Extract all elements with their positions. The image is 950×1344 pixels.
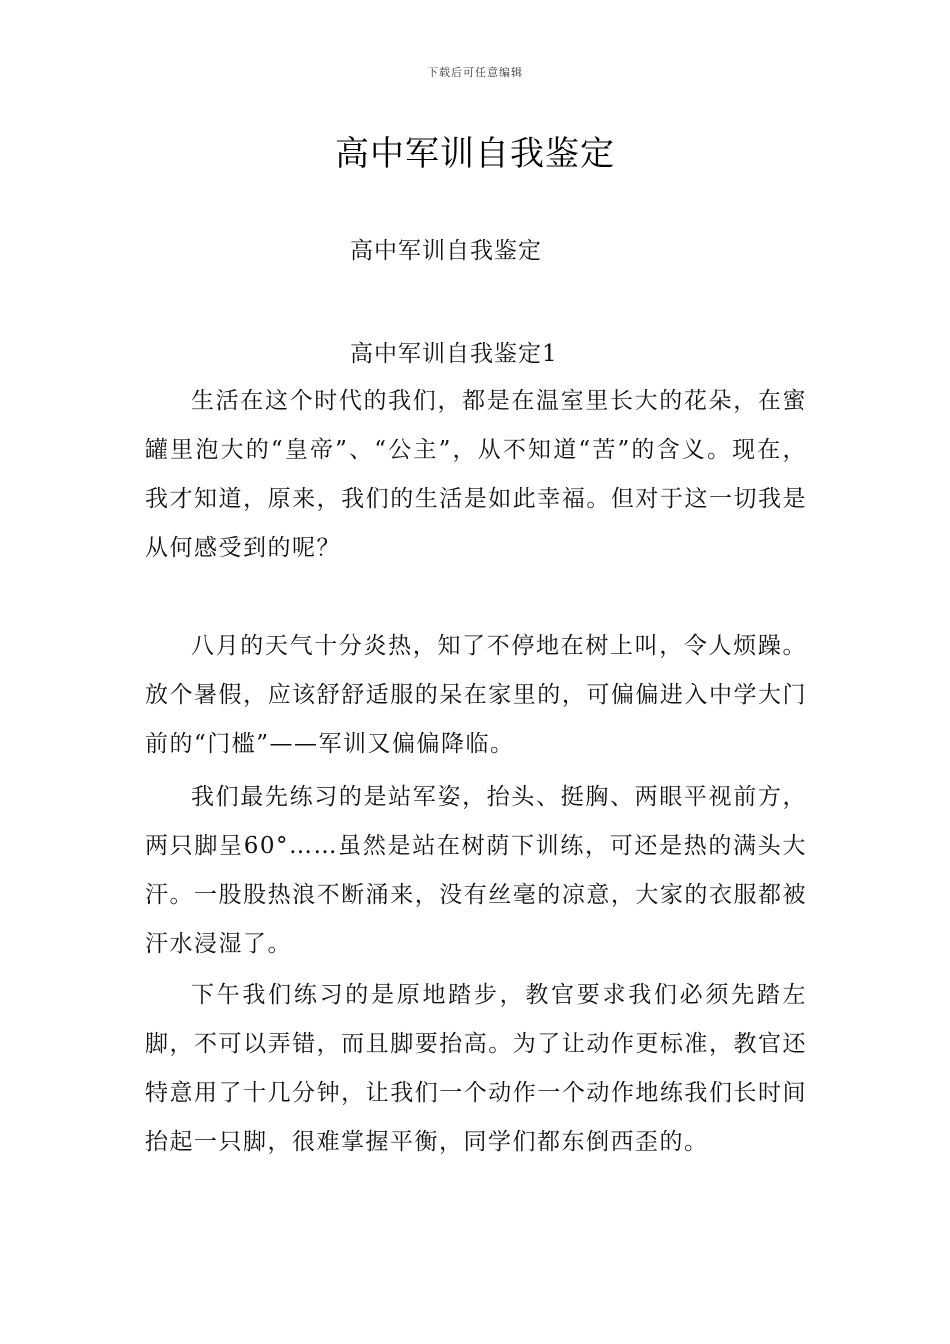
paragraph-text: 我们最先练习的是站军姿，抬头、挺胸、两眼平视前方，两只脚呈60°……虽然是站在树荫下训练，可还是热的满头大汗。一股股热浪不断涌来，没有丝毫的凉意，大家的衣服都被汗水浸湿了。 — [145, 784, 807, 957]
document-title: 高中军训自我鉴定 — [335, 134, 615, 174]
paragraph-2 — [145, 622, 807, 769]
paragraph-text: 下午我们练习的是原地踏步，教官要求我们必须先踏左脚，不可以弄错，而且脚要抬高。为了让动作更标准，教官还特意用了十几分钟，让我们一个动作一个动作地练我们长时间抬起一只脚，很难掌握平衡，同学们都东倒西歪的。 — [145, 982, 807, 1155]
document-subtitle: 高中军训自我鉴定 — [350, 238, 542, 264]
section-heading: 高中军训自我鉴定1 — [350, 341, 558, 367]
paragraph-text: 八月的天气十分炎热，知了不停地在树上叫，令人烦躁。放个暑假，应该舒舒适服的呆在家里的，可偏偏进入中学大门前的“门槛”——军训又偏偏降临。 — [145, 633, 807, 757]
header-note: 下载后可任意编辑 — [427, 66, 523, 79]
paragraph-3 — [145, 773, 807, 969]
paragraph-1 — [145, 377, 807, 573]
paragraph-text: 生活在这个时代的我们，都是在温室里长大的花朵，在蜜罐里泡大的“皇帝”、“公主”，从不知道“苦”的含义。现在，我才知道，原来，我们的生活是如此幸福。但对于这一切我是从何感受到的呢？ — [145, 388, 807, 561]
paragraph-4 — [145, 971, 807, 1167]
